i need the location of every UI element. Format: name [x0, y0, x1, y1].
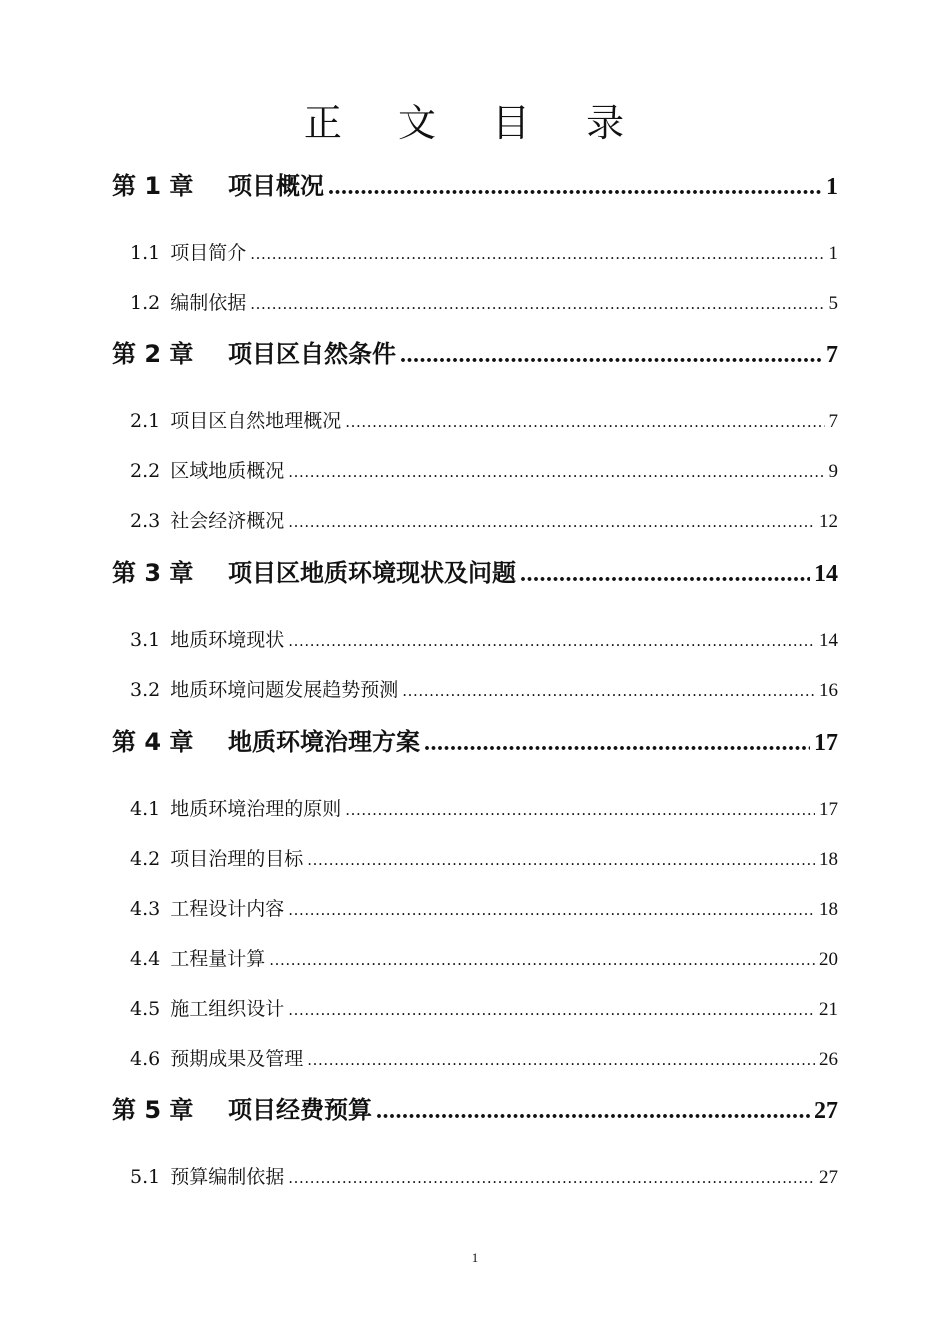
dot-leader: [345, 801, 815, 819]
toc-entry-title: 地质环境治理方案: [228, 728, 420, 756]
dot-leader: [288, 463, 824, 481]
toc-section-entry[interactable]: [112, 844, 838, 871]
toc-section-entry[interactable]: [112, 238, 838, 265]
dot-leader: [288, 901, 815, 919]
toc-entry-number: 4.5: [130, 998, 161, 1020]
toc-entry-page: 14: [814, 561, 838, 587]
dot-leader: [250, 245, 824, 263]
toc-entry-title: 项目治理的目标: [170, 848, 304, 870]
dot-leader: [328, 174, 822, 201]
toc-entry-title: 施工组织设计: [170, 998, 285, 1020]
toc-entry-title: 地质环境治理的原则: [170, 798, 342, 820]
dot-leader: [269, 951, 815, 969]
dot-leader: [402, 682, 815, 700]
toc-entry-page: 1: [826, 174, 838, 200]
toc-entry-title: 项目简介: [170, 242, 247, 264]
page-title: 正 文 目 录: [303, 101, 647, 145]
toc-chapter-entry[interactable]: [112, 1090, 838, 1125]
toc-entry-number: 第 5 章: [112, 1096, 194, 1124]
toc-entry-page: 18: [819, 849, 838, 870]
dot-leader: [376, 1098, 810, 1125]
dot-leader: [288, 513, 815, 531]
toc-entry-title: 项目区自然地理概况: [170, 410, 342, 432]
toc-section-entry[interactable]: [112, 625, 838, 652]
toc-entry-title: 项目概况: [228, 172, 324, 200]
dot-leader: [307, 851, 815, 869]
toc-entry-number: 第 3 章: [112, 559, 194, 587]
toc-entry-number: 第 1 章: [112, 172, 194, 200]
toc-section-entry[interactable]: [112, 675, 838, 702]
toc-entry-page: 1: [828, 243, 838, 264]
toc-entry-number: 4.4: [130, 948, 161, 970]
toc-entry-number: 4.1: [130, 798, 161, 820]
toc-entry-title: 项目经费预算: [228, 1096, 372, 1124]
dot-leader: [288, 1169, 815, 1187]
toc-section-entry[interactable]: [112, 994, 838, 1021]
toc-entry-title: 项目区自然条件: [228, 340, 396, 368]
toc-entry-title: 预期成果及管理: [170, 1048, 304, 1070]
dot-leader: [345, 413, 824, 431]
dot-leader: [520, 561, 810, 588]
toc-section-entry[interactable]: [112, 406, 838, 433]
toc-entry-page: 14: [819, 630, 838, 651]
toc-chapter-entry[interactable]: [112, 166, 838, 201]
toc-entry-page: 7: [826, 342, 838, 368]
toc-entry-number: 2.2: [130, 460, 161, 482]
toc-section-entry[interactable]: [112, 456, 838, 483]
toc-entry-number: 4.3: [130, 898, 161, 920]
toc-entry-title: 预算编制依据: [170, 1166, 285, 1188]
toc-section-entry[interactable]: [112, 1162, 838, 1189]
toc-entry-number: 2.1: [130, 410, 161, 432]
toc-section-entry[interactable]: [112, 506, 838, 533]
toc-entry-number: 1.1: [130, 242, 161, 264]
toc-section-entry[interactable]: [112, 288, 838, 315]
toc-chapter-entry[interactable]: [112, 722, 838, 757]
toc-entry-number: 1.2: [130, 292, 161, 314]
toc-entry-page: 9: [828, 461, 838, 482]
toc-entry-number: 5.1: [130, 1166, 161, 1188]
toc-chapter-entry[interactable]: [112, 334, 838, 369]
toc-entry-number: 4.6: [130, 1048, 161, 1070]
toc-section-entry[interactable]: [112, 794, 838, 821]
toc-entry-title: 地质环境问题发展趋势预测: [170, 679, 399, 701]
toc-entry-page: 26: [819, 1049, 838, 1070]
dot-leader: [400, 342, 822, 369]
toc-entry-number: 3.1: [130, 629, 161, 651]
toc-chapter-entry[interactable]: [112, 553, 838, 588]
toc-entry-page: 20: [819, 949, 838, 970]
toc-entry-page: 12: [819, 511, 838, 532]
toc-entry-title: 项目区地质环境现状及问题: [228, 559, 516, 587]
toc-entry-page: 27: [819, 1167, 838, 1188]
toc-entry-number: 第 2 章: [112, 340, 194, 368]
toc-entry-title: 区域地质概况: [170, 460, 285, 482]
toc-entry-title: 编制依据: [170, 292, 247, 314]
toc-entry-title: 工程量计算: [170, 948, 266, 970]
dot-leader: [307, 1051, 815, 1069]
toc-entry-page: 21: [819, 999, 838, 1020]
toc-entry-number: 第 4 章: [112, 728, 194, 756]
toc-entry-page: 17: [819, 799, 838, 820]
toc-entry-page: 16: [819, 680, 838, 701]
dot-leader: [288, 1001, 815, 1019]
dot-leader: [288, 632, 815, 650]
toc-entry-page: 18: [819, 899, 838, 920]
toc-entry-page: 5: [828, 293, 838, 314]
toc-section-entry[interactable]: [112, 894, 838, 921]
toc-section-entry[interactable]: [112, 1044, 838, 1071]
toc-entry-title: 地质环境现状: [170, 629, 285, 651]
toc-entry-page: 17: [814, 730, 838, 756]
toc-section-entry[interactable]: [112, 944, 838, 971]
toc-entry-number: 4.2: [130, 848, 161, 870]
toc-entry-number: 2.3: [130, 510, 161, 532]
toc-entry-page: 27: [814, 1098, 838, 1124]
dot-leader: [250, 295, 824, 313]
toc-entry-title: 社会经济概况: [170, 510, 285, 532]
toc-entry-page: 7: [828, 411, 838, 432]
toc-entry-number: 3.2: [130, 679, 161, 701]
dot-leader: [424, 730, 810, 757]
page-number-footer: 1: [471, 1250, 479, 1265]
toc-entry-title: 工程设计内容: [170, 898, 285, 920]
